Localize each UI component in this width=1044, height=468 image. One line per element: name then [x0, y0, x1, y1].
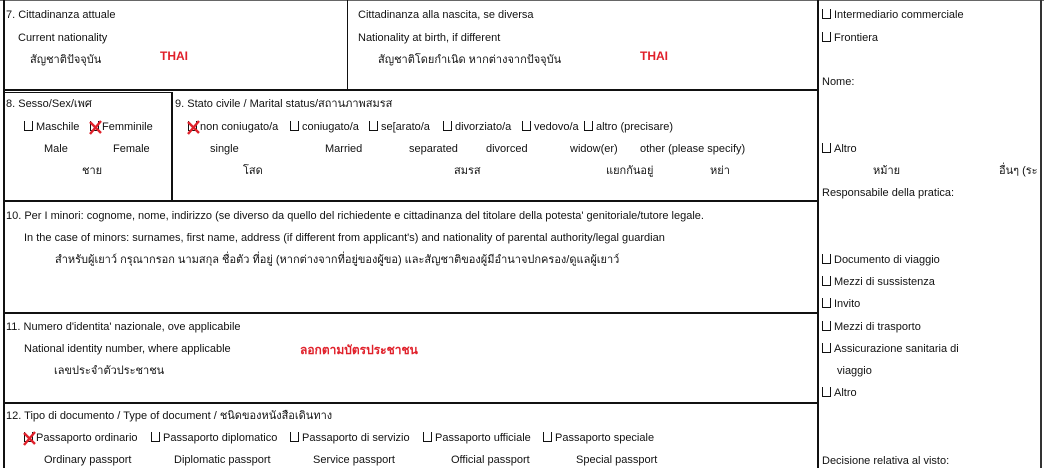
label-divorced-th: หย่า — [710, 165, 730, 177]
divider-8-9 — [171, 92, 173, 201]
field-10-title: 10. Per I minori: cognome, nome, indirizzo (se diverso da quello del richiedente e cittadinanza del titolare della potesta' genitoriale/tutore legale. — [6, 210, 704, 222]
label-single-th: โสด — [243, 165, 263, 177]
label-female-en: Female — [113, 143, 150, 155]
checkbox-box[interactable] — [822, 276, 831, 286]
label-separated-th: แยกกันอยู่ — [606, 165, 654, 177]
checkbox-married[interactable] — [290, 121, 359, 134]
label-single-en: single — [210, 143, 239, 155]
label-male: Maschile — [36, 121, 80, 133]
checkbox-travel-doc[interactable] — [822, 254, 940, 267]
label-official-en: Official passport — [451, 454, 530, 466]
checkbox-border[interactable] — [822, 32, 878, 45]
label-married: coniugato/a — [302, 121, 359, 133]
label-other-status: altro (precisare) — [596, 121, 674, 133]
cross-mark-icon — [186, 120, 201, 135]
label-subsistence: Mezzi di sussistenza — [834, 276, 935, 288]
checkbox-special[interactable] — [543, 432, 654, 445]
right-dashed-rule — [1040, 0, 1042, 468]
label-insurance: Assicurazione sanitaria di — [834, 343, 959, 355]
left-8-border — [3, 92, 5, 201]
label-travel-doc: Documento di viaggio — [834, 254, 940, 266]
label-male-th: ชาย — [82, 165, 103, 177]
label-married-th: สมรส — [454, 165, 481, 177]
divider-7-birth — [347, 0, 348, 90]
line-after-10 — [3, 312, 819, 314]
label-intermediary: Intermediario commerciale — [834, 9, 964, 21]
label-single: non coniugato/a — [200, 121, 279, 133]
checkbox-box[interactable] — [822, 321, 831, 331]
checkbox-box[interactable] — [822, 32, 831, 42]
checkbox-divorced[interactable] — [443, 121, 511, 134]
checkbox-single[interactable] — [188, 121, 278, 134]
label-widow-th: หม้าย — [873, 165, 901, 177]
right-column-border — [817, 0, 819, 468]
checkbox-male[interactable] — [24, 121, 79, 134]
checkbox-intermediary[interactable] — [822, 9, 964, 22]
label-separated-en: separated — [409, 143, 458, 155]
checkbox-ordinary[interactable] — [24, 432, 138, 445]
checkbox-box[interactable] — [822, 343, 831, 353]
top-border — [0, 0, 1044, 1]
line-after-7 — [3, 89, 819, 91]
label-border: Frontiera — [834, 32, 879, 44]
checkbox-box[interactable] — [822, 254, 831, 264]
label-decision: Decisione relativa al visto: — [822, 455, 950, 467]
checkbox-box[interactable] — [822, 298, 831, 308]
label-female: Femminile — [102, 121, 153, 133]
left-border — [3, 0, 5, 468]
checkbox-box[interactable] — [24, 121, 33, 131]
checkbox-service[interactable] — [290, 432, 410, 445]
checkbox-transport[interactable] — [822, 321, 921, 334]
label-ordinary: Passaporto ordinario — [36, 432, 138, 444]
label-other-th: อื่นๆ (ระ — [999, 165, 1038, 177]
checkbox-other-status[interactable] — [584, 121, 673, 134]
checkbox-box[interactable] — [522, 121, 531, 131]
field-9-title: 9. Stato civile / Marital status/สถานภาพสมรส — [175, 98, 393, 110]
label-other-en: other (please specify) — [640, 143, 746, 155]
field-7-english: Current nationality — [18, 32, 108, 44]
checkbox-box[interactable] — [369, 121, 378, 131]
label-separated: se[arato/a — [381, 121, 430, 133]
label-diplomatic: Passaporto diplomatico — [163, 432, 278, 444]
label-service: Passaporto di servizio — [302, 432, 410, 444]
birth-thai: สัญชาติโดยกำเนิด หากต่างจากปัจจุบัน — [378, 54, 562, 66]
line-8-top-right — [3, 92, 171, 93]
label-ordinary-en: Ordinary passport — [44, 454, 132, 466]
label-male-en: Male — [44, 143, 68, 155]
birth-value[interactable]: THAI — [640, 49, 668, 63]
line-after-11 — [3, 402, 819, 404]
checkbox-insurance[interactable] — [822, 343, 959, 356]
field-11-english: National identity number, where applicable — [24, 343, 231, 355]
label-insurance-2: viaggio — [837, 365, 872, 377]
checkbox-other[interactable] — [822, 143, 857, 156]
checkbox-box[interactable] — [151, 432, 160, 442]
label-diplomatic-en: Diplomatic passport — [174, 454, 271, 466]
field-7-title: 7. Cittadinanza attuale — [6, 9, 116, 21]
field-8-title: 8. Sesso/Sex/เพศ — [6, 98, 92, 110]
checkbox-official[interactable] — [423, 432, 531, 445]
label-divorced: divorziato/a — [455, 121, 512, 133]
checkbox-other-2[interactable] — [822, 387, 857, 400]
field-11-thai: เลขประจำตัวประชาชน — [54, 365, 165, 377]
checkbox-diplomatic[interactable] — [151, 432, 277, 445]
checkbox-box[interactable] — [423, 432, 432, 442]
checkbox-box[interactable] — [822, 9, 831, 19]
label-widow: vedovo/a — [534, 121, 579, 133]
field-7-thai: สัญชาติปัจจุบัน — [30, 54, 102, 66]
label-other-2: Altro — [834, 387, 857, 399]
checkbox-box[interactable] — [822, 387, 831, 397]
checkbox-box[interactable] — [584, 121, 593, 131]
checkbox-box[interactable] — [543, 432, 552, 442]
label-service-en: Service passport — [313, 454, 395, 466]
checkbox-box[interactable] — [822, 143, 831, 153]
checkbox-box[interactable] — [290, 432, 299, 442]
checkbox-separated[interactable] — [369, 121, 430, 134]
checkbox-invitation[interactable] — [822, 298, 860, 311]
label-other: Altro — [834, 143, 857, 155]
checkbox-box[interactable] — [290, 121, 299, 131]
label-responsible: Responsabile della pratica: — [822, 187, 955, 199]
cross-mark-icon — [88, 120, 103, 135]
cross-mark-icon — [22, 431, 37, 446]
label-transport: Mezzi di trasporto — [834, 321, 921, 333]
field-11-title: 11. Numero d'identita' nazionale, ove applicabile — [6, 321, 241, 333]
label-name: Nome: — [822, 76, 855, 88]
field-10-thai: สำหรับผู้เยาว์ กรุณากรอก นามสกุล ชื่อตัว ที่อยู่ (หากต่างจากที่อยู่ของผู้ขอ) และสัญชาติของผู้มีอำนาจปกครอง/ดูแลผู้เยาว์ — [55, 254, 620, 266]
field-12-title: 12. Tipo di documento / Type of document / ชนิดของหนังสือเดินทาง — [6, 410, 333, 422]
label-divorced-en: divorced — [486, 143, 528, 155]
field-10-english: In the case of minors: surnames, first name, address (if different from applicant's) and nationality of parental authority/legal guardian — [24, 232, 665, 244]
field-11-value[interactable]: ลอกตามบัตรประชาชน — [300, 343, 418, 357]
checkbox-subsistence[interactable] — [822, 276, 935, 289]
birth-english: Nationality at birth, if different — [358, 32, 501, 44]
label-invitation: Invito — [834, 298, 861, 310]
checkbox-widow[interactable] — [522, 121, 579, 134]
line-after-9 — [3, 200, 819, 202]
label-special-en: Special passport — [576, 454, 658, 466]
label-special: Passaporto speciale — [555, 432, 655, 444]
birth-title: Cittadinanza alla nascita, se diversa — [358, 9, 534, 21]
label-married-en: Married — [325, 143, 363, 155]
label-official: Passaporto ufficiale — [435, 432, 531, 444]
checkbox-box[interactable] — [443, 121, 452, 131]
field-7-value[interactable]: THAI — [160, 49, 188, 63]
label-widow-en: widow(er) — [570, 143, 618, 155]
